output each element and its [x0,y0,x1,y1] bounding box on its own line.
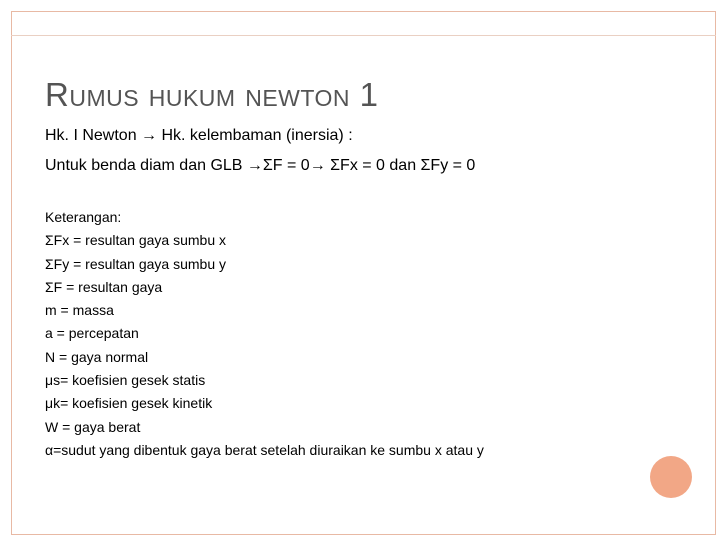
law-statement: Hk. I Newton → Hk. kelembaman (inersia) : [45,127,353,144]
note-weight: W = gaya berat [45,418,141,435]
note-sigma-fx: ΣFx = resultan gaya sumbu x [45,232,227,249]
notes-list [45,206,484,462]
top-divider [11,35,716,36]
note-sigma-fy: ΣFy = resultan gaya sumbu y [45,255,227,272]
law-condition: Untuk benda diam dan GLB →ΣF = 0→ ΣFx = 0 dan ΣFy = 0 [45,157,476,174]
note-kinetic-friction: μk= koefisien gesek kinetik [45,395,213,412]
note-normal-force: N = gaya normal [45,348,149,365]
notes-heading: Keterangan: [45,209,122,225]
note-mass: m = massa [45,302,114,319]
note-sigma-f: ΣF = resultan gaya [45,278,163,295]
note-angle: α=sudut yang dibentuk gaya berat setelah diuraikan ke sumbu x atau y [45,441,484,458]
note-acceleration: a = percepatan [45,325,139,342]
decorative-circle [650,456,692,498]
note-static-friction: μs= koefisien gesek statis [45,372,206,389]
slide-title: Rumus hukum newton 1 [45,76,379,113]
